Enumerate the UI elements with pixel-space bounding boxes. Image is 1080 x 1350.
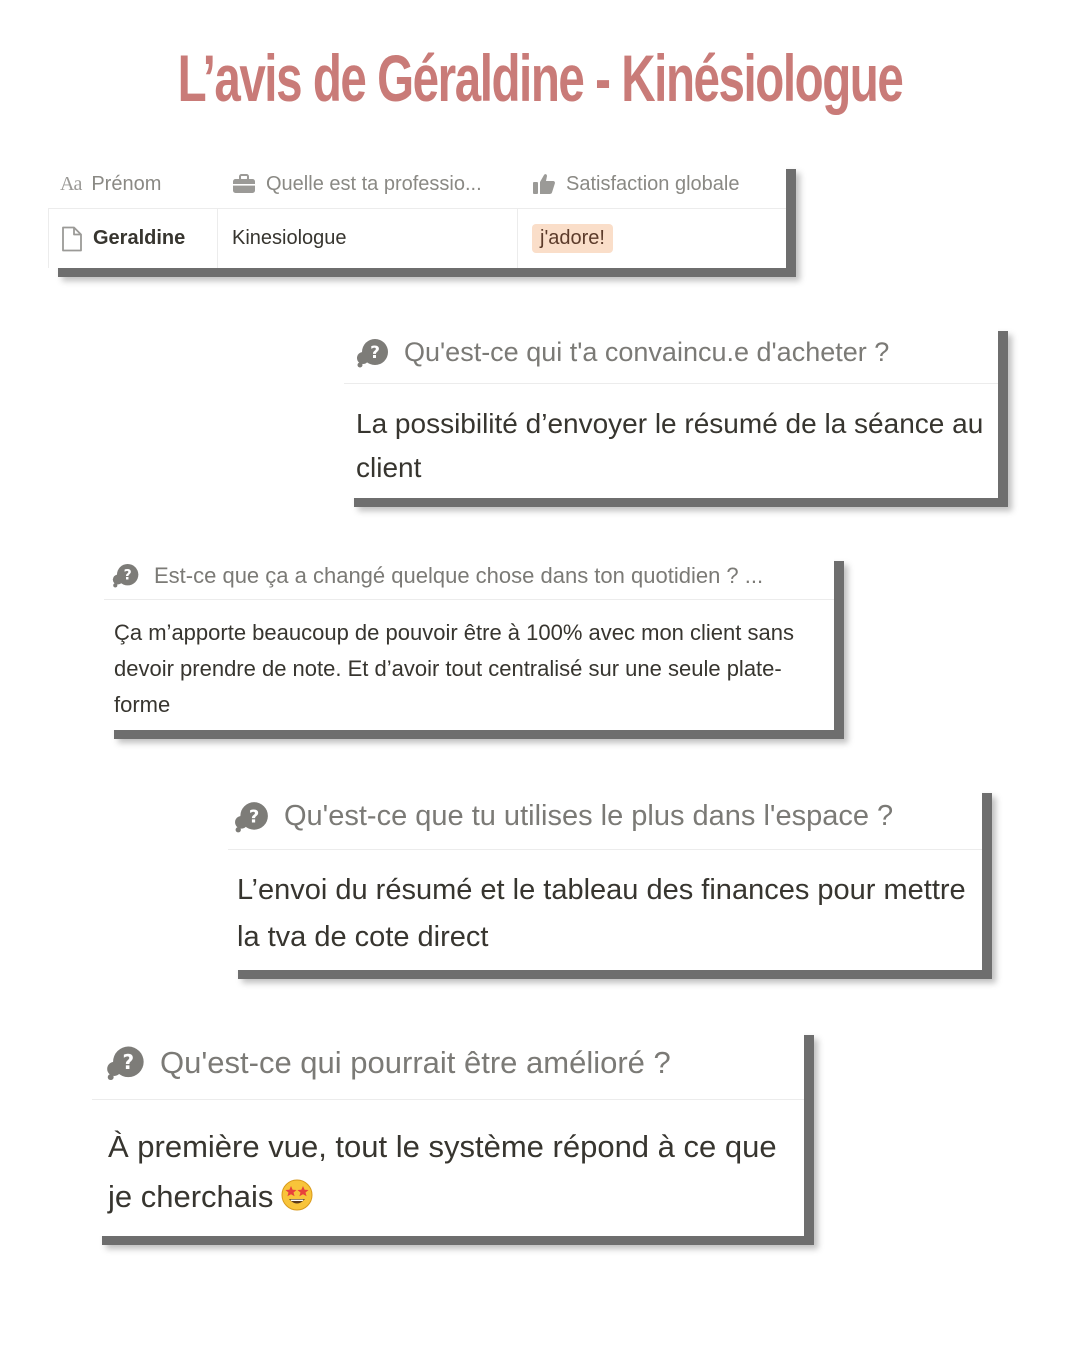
column-header-profession[interactable] — [218, 160, 518, 208]
column-header-prenom[interactable] — [48, 160, 218, 208]
question-row — [228, 784, 982, 850]
star-struck-emoji-icon — [281, 1179, 313, 1211]
column-header-satisfaction[interactable] — [518, 160, 786, 208]
qa-card-improvement — [92, 1026, 804, 1236]
question-row — [92, 1026, 804, 1100]
page-icon — [61, 226, 83, 252]
answer-text: L’envoi du résumé et le tableau des finances pour mettre la tva de cote direct — [237, 874, 966, 953]
profession-value: Kinesiologue — [232, 227, 347, 249]
qa-card-daily-change — [104, 552, 834, 730]
question-row — [344, 322, 998, 384]
question-bubble-icon — [356, 338, 390, 368]
column-header-label: Prénom — [91, 172, 162, 195]
page-title: L’avis de Géraldine - Kinésiologue — [177, 41, 903, 115]
table-header-row — [48, 160, 786, 209]
question-row — [104, 552, 834, 600]
svg-text:?: ? — [123, 567, 132, 584]
cell-prenom[interactable] — [48, 209, 218, 268]
question-text: Qu'est-ce qui t'a convaincu.e d'acheter ? — [404, 337, 890, 367]
answer-block — [92, 1100, 804, 1244]
answer-text: À première vue, tout le système répond à ce que je cherchais — [108, 1129, 777, 1214]
question-bubble-icon — [112, 563, 140, 588]
table-row[interactable] — [48, 209, 786, 268]
svg-text:?: ? — [122, 1049, 135, 1074]
question-bubble-icon — [234, 801, 270, 833]
question-bubble-icon — [106, 1045, 146, 1081]
database-table — [48, 160, 786, 268]
thumbs-up-icon — [532, 173, 556, 195]
briefcase-icon — [232, 174, 256, 194]
question-text: Qu'est-ce que tu utilises le plus dans l'espace ? — [284, 800, 894, 832]
column-header-label: Satisfaction globale — [566, 172, 740, 195]
svg-text:?: ? — [370, 342, 380, 363]
answer-text: Ça m’apporte beaucoup de pouvoir être à 100% avec mon client sans devoir prendre de note. Et d’avoir tout centralisé sur une seule plate-forme — [114, 620, 794, 717]
qa-card-most-used — [228, 784, 982, 970]
qa-card-convinced — [344, 322, 998, 498]
text-property-icon: Aa — [60, 172, 82, 195]
satisfaction-badge: j'adore! — [532, 224, 613, 253]
question-text: Qu'est-ce qui pourrait être amélioré ? — [160, 1044, 671, 1080]
cell-satisfaction[interactable] — [518, 209, 786, 268]
row-title: Geraldine — [93, 227, 186, 249]
column-header-label: Quelle est ta professio... — [266, 172, 482, 195]
cell-profession[interactable] — [218, 209, 518, 268]
answer-text: La possibilité d’envoyer le résumé de la séance au client — [356, 408, 984, 483]
svg-text:?: ? — [248, 805, 260, 827]
question-text: Est-ce que ça a changé quelque chose dans ton quotidien ? ... — [154, 562, 764, 588]
